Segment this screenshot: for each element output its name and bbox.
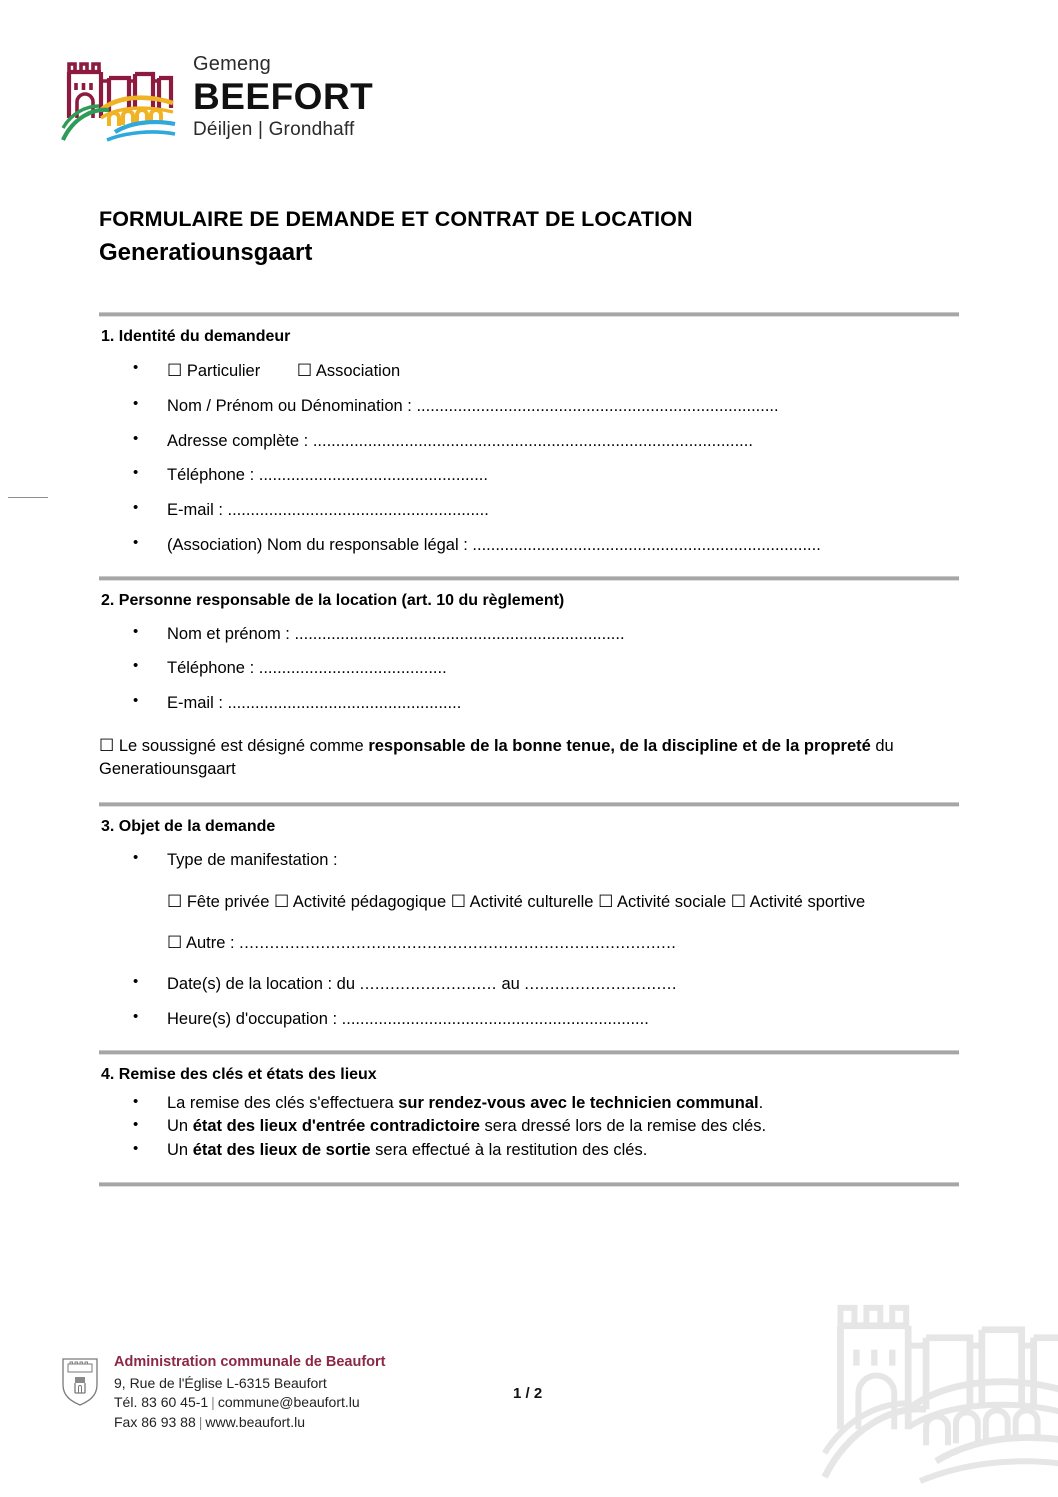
castle-logo-icon <box>57 48 177 144</box>
date-mid: au <box>496 975 525 994</box>
margin-rule-artifact <box>8 497 48 498</box>
castle-watermark-icon <box>816 1274 1058 1489</box>
section-2-list <box>99 624 959 714</box>
section-2-heading: 2. Personne responsable de la location (art. 10 du règlement) <box>101 591 565 609</box>
page-number: 1 / 2 <box>513 1385 543 1402</box>
list-item-entry-inventory <box>99 1115 959 1138</box>
declaration-paragraph <box>99 734 959 782</box>
exit-inventory-bold: état des lieux de sortie <box>192 1140 371 1159</box>
declaration-bold: responsable de la bonne tenue, de la discipline et de la propreté <box>368 737 871 756</box>
list-item-responsible-phone[interactable]: • Téléphone : ......................................... <box>99 658 959 679</box>
footer-fax: Fax 86 93 88 <box>114 1414 196 1431</box>
checkbox-association[interactable]: ☐ <box>296 361 313 380</box>
section-3-date-list <box>99 974 959 1030</box>
list-item-email[interactable]: • E-mail : ......................................................... <box>99 500 959 521</box>
checkbox-activite-culturelle[interactable]: ☐ <box>450 891 466 911</box>
title-line-1: FORMULAIRE DE DEMANDE ET CONTRAT DE LOCATION <box>99 207 693 231</box>
event-type-other <box>99 932 959 954</box>
form-content <box>99 312 959 1187</box>
event-type-options <box>99 891 959 913</box>
list-item-occupation-hours[interactable]: • Heure(s) d'occupation : ................................................................... <box>99 1009 959 1030</box>
key-handover-post: . <box>758 1093 764 1112</box>
brand-subtitle: Déiljen | Grondhaff <box>193 118 355 140</box>
label-activite-sportive: Activité sportive <box>749 892 866 911</box>
brand-wordmark <box>193 54 373 139</box>
section-divider <box>99 1050 959 1055</box>
section-divider <box>99 576 959 581</box>
list-item-applicant-type <box>99 360 959 382</box>
label-autre: Autre : <box>185 934 235 953</box>
section-1-list <box>99 360 959 556</box>
key-handover-pre: La remise des clés s'effectuera <box>167 1093 399 1112</box>
checkbox-activite-sociale[interactable]: ☐ <box>598 891 614 911</box>
list-item-responsible-email[interactable]: • E-mail : ................................................... <box>99 693 959 714</box>
footer-website[interactable]: www.beaufort.lu <box>205 1414 305 1431</box>
brand-logo <box>57 48 373 144</box>
label-activite-sociale: Activité sociale <box>617 892 727 911</box>
label-particulier: Particulier <box>186 362 261 380</box>
declaration-prefix: Le soussigné est désigné comme <box>118 737 369 756</box>
entry-inventory-pre: Un <box>167 1117 193 1136</box>
brand-name: BEEFORT <box>193 75 374 117</box>
checkbox-declaration[interactable]: ☐ <box>99 736 115 756</box>
exit-inventory-pre: Un <box>167 1140 193 1159</box>
list-item-legal-rep[interactable]: • (Association) Nom du responsable légal : ............................................................................ <box>99 535 959 556</box>
date-from-fill[interactable]: ........................... <box>359 975 497 994</box>
list-item-phone[interactable]: • Téléphone : .................................................. <box>99 465 959 486</box>
label-fete-privee: Fête privée <box>186 892 270 911</box>
footer-phone: Tél. 83 60 45-1 <box>114 1394 209 1411</box>
checkbox-particulier[interactable]: ☐ <box>167 361 183 380</box>
label-association: Association <box>315 362 401 380</box>
list-item-address[interactable]: • Adresse complète : ................................................................................................ <box>99 431 959 452</box>
section-3-list <box>99 850 959 871</box>
footer-separator: | <box>211 1394 215 1411</box>
section-3-heading: 3. Objet de la demande <box>101 817 276 835</box>
label-activite-culturelle: Activité culturelle <box>469 892 594 911</box>
checkbox-activite-pedagogique[interactable]: ☐ <box>273 891 290 911</box>
footer-separator: | <box>198 1414 203 1431</box>
coat-of-arms-shield-icon <box>60 1356 100 1406</box>
entry-inventory-post: sera dressé lors de la remise des clés. <box>479 1117 767 1136</box>
list-item-event-type: • Type de manifestation : <box>99 850 959 871</box>
list-item-name[interactable]: • Nom / Prénom ou Dénomination : ............................................................................... <box>99 396 959 417</box>
key-handover-bold: sur rendez-vous avec le technicien communal <box>398 1093 759 1112</box>
footer-phone-email <box>114 1393 386 1413</box>
list-item-exit-inventory <box>99 1139 959 1162</box>
checkbox-activite-sportive[interactable]: ☐ <box>730 891 746 911</box>
list-item-rental-dates[interactable] <box>99 974 959 995</box>
footer-contact-block <box>114 1352 386 1433</box>
section-1-heading: 1. Identité du demandeur <box>101 328 291 345</box>
section-divider <box>99 312 959 317</box>
brand-gemeng: Gemeng <box>193 52 271 75</box>
section-divider <box>99 802 959 807</box>
section-divider-closing <box>99 1182 959 1187</box>
page-footer <box>60 1352 386 1433</box>
exit-inventory-post: sera effectué à la restitution des clés. <box>370 1140 648 1159</box>
footer-fax-web <box>114 1413 386 1433</box>
footer-email[interactable]: commune@beaufort.lu <box>217 1394 360 1411</box>
autre-fill-line[interactable]: ...................................................................................... <box>239 934 677 953</box>
list-item-key-handover <box>99 1092 959 1115</box>
checkbox-fete-privee[interactable]: ☐ <box>167 891 183 911</box>
footer-address: 9, Rue de l'Église L-6315 Beaufort <box>114 1374 327 1391</box>
date-to-fill[interactable]: .............................. <box>524 975 677 994</box>
footer-org-name: Administration communale de Beaufort <box>114 1354 386 1370</box>
checkbox-autre[interactable]: ☐ <box>167 933 183 953</box>
section-4-list <box>99 1092 959 1162</box>
date-prefix: Date(s) de la location : du <box>167 975 360 994</box>
section-4-heading: 4. Remise des clés et états des lieux <box>101 1065 377 1083</box>
list-item-responsible-name[interactable]: • Nom et prénom : ........................................................................ <box>99 624 959 645</box>
label-activite-pedagogique: Activité pédagogique <box>292 892 447 911</box>
declaration-suffix: du Generatiounsgaart <box>99 737 894 779</box>
entry-inventory-bold: état des lieux d'entrée contradictoire <box>192 1117 480 1136</box>
page-title <box>99 207 959 267</box>
title-line-2: Generatiounsgaart <box>99 239 313 266</box>
